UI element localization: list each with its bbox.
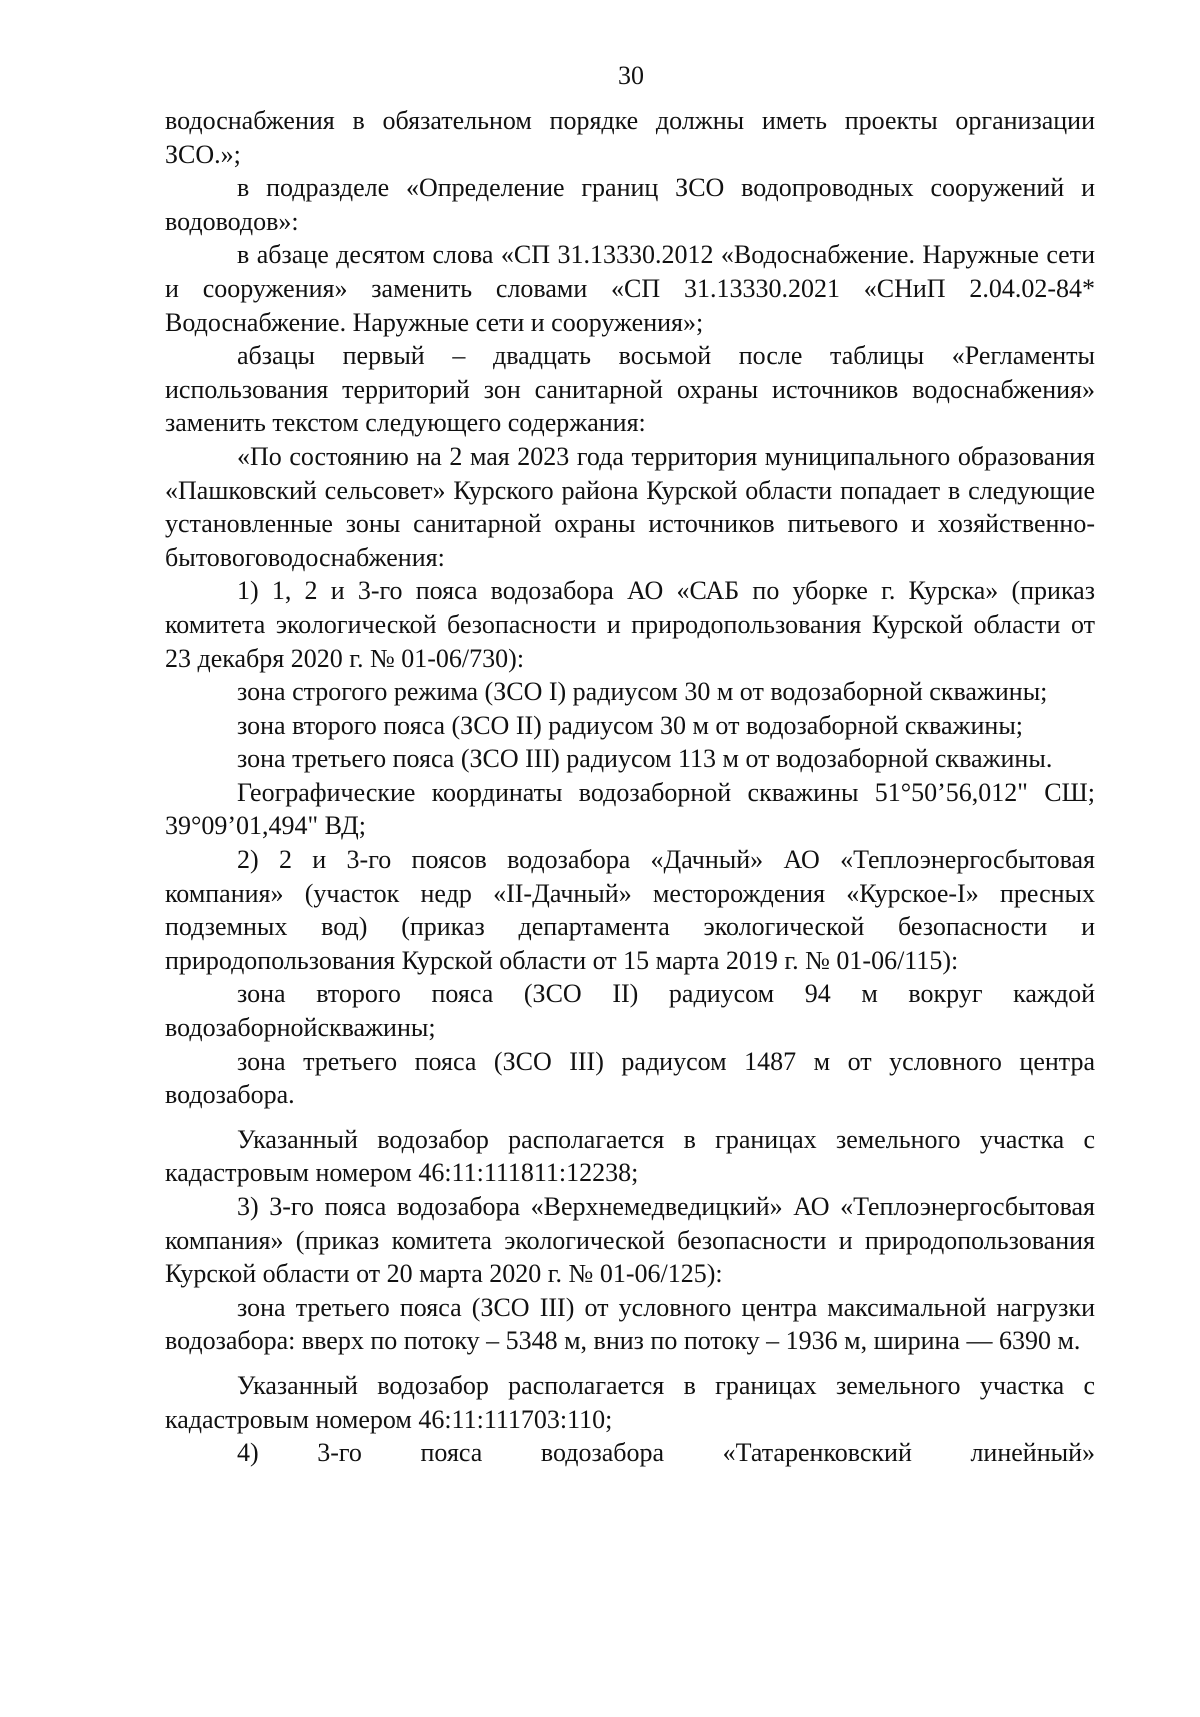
zone-third-belt-verkhnemedveditsky: зона третьего пояса (ЗСО III) от условного центра максимальной нагрузки водозабора: вверх по потоку – 5348 м, вниз по потоку – 1936 м, ширина — 6390 м. <box>165 1292 1095 1356</box>
zone-third-belt-dachny: зона третьего пояса (ЗСО III) радиусом 1487 м от условного центра водозабора. <box>165 1046 1095 1110</box>
list-item-4-tatarenkovsky: 4) 3-го пояса водозабора «Татаренковский линейный» <box>237 1438 1095 1468</box>
zone-second-belt-dachny: зона второго пояса (ЗСО II) радиусом 94 м вокруг каждой водозаборнойскважины; <box>165 979 1095 1043</box>
page-number: 30 <box>618 61 644 90</box>
paragraph-spacer <box>165 1358 1095 1369</box>
zone-strict-regime: зона строгого режима (ЗСО I) радиусом 30 м от водозаборной скважины; <box>237 677 1048 707</box>
list-item-2-dachny: 2) 2 и 3-го поясов водозабора «Дачный» АО «Теплоэнергосбытовая компания» (участок недр «II-Дачный» месторождения «Курское-I» пресных подземных вод) (приказ департамента экологической безопасности и природопользования Курской области от 15 марта 2019 г. № 01-06/115): <box>165 845 1095 975</box>
cadastral-note-dachny: Указанный водозабор располагается в границах земельного участка с кадастровым номером 46:11:111811:12238; <box>165 1124 1095 1188</box>
paragraph-status-may-2023: «По состоянию на 2 мая 2023 года территория муниципального образования «Пашковский сельсовет» Курского района Курской области попадает в следующие установленные зоны санитарной охраны источников питьевого и хозяйственно-бытовоговодоснабжения: <box>165 441 1095 572</box>
zone-second-belt: зона второго пояса (ЗСО II) радиусом 30 м от водозаборной скважины; <box>237 710 1024 740</box>
list-item-1-sab-kursk: 1) 1, 2 и 3-го пояса водозабора АО «САБ по уборке г. Курска» (приказ комитета экологической безопасности и природопользования Курской области от 23 декабря 2020 г. № 01-06/730): <box>165 576 1095 673</box>
paragraph-spacer <box>165 1112 1095 1123</box>
geographic-coordinates: Географические координаты водозаборной скважины 51°50’56,012" СШ; 39°09’01,494" ВД; <box>165 777 1095 841</box>
paragraph-tenth-abzac-replacement: в абзаце десятом слова «СП 31.13330.2012 «Водоснабжение. Наружные сети и сооружения» заменить словами «СП 31.13330.2021 «СНиП 2.04.02-84* Водоснабжение. Наружные сети и сооружения»; <box>165 240 1095 337</box>
cadastral-note-verkhnemedveditsky: Указанный водозабор располагается в границах земельного участка с кадастровым номером 46:11:111703:110; <box>165 1370 1095 1434</box>
list-item-3-verkhnemedveditsky: 3) 3-го пояса водозабора «Верхнемедведицкий» АО «Теплоэнергосбытовая компания» (приказ комитета экологической безопасности и природопользования Курской области от 20 марта 2020 г. № 01-06/125): <box>165 1192 1095 1289</box>
document-body <box>165 104 1095 1470</box>
zone-third-belt: зона третьего пояса (ЗСО III) радиусом 113 м от водозаборной скважины. <box>237 744 1053 774</box>
paragraph-continuation: водоснабжения в обязательном порядке должны иметь проекты организации ЗСО.»; <box>165 106 1095 169</box>
paragraph-replace-abzacs: абзацы первый – двадцать восьмой после таблицы «Регламенты использования территорий зон санитарной охраны источников водоснабжения» заменить текстом следующего содержания: <box>165 341 1095 438</box>
paragraph-subsection-water-structures: в подразделе «Определение границ ЗСО водопроводных сооружений и водоводов»: <box>165 173 1095 236</box>
